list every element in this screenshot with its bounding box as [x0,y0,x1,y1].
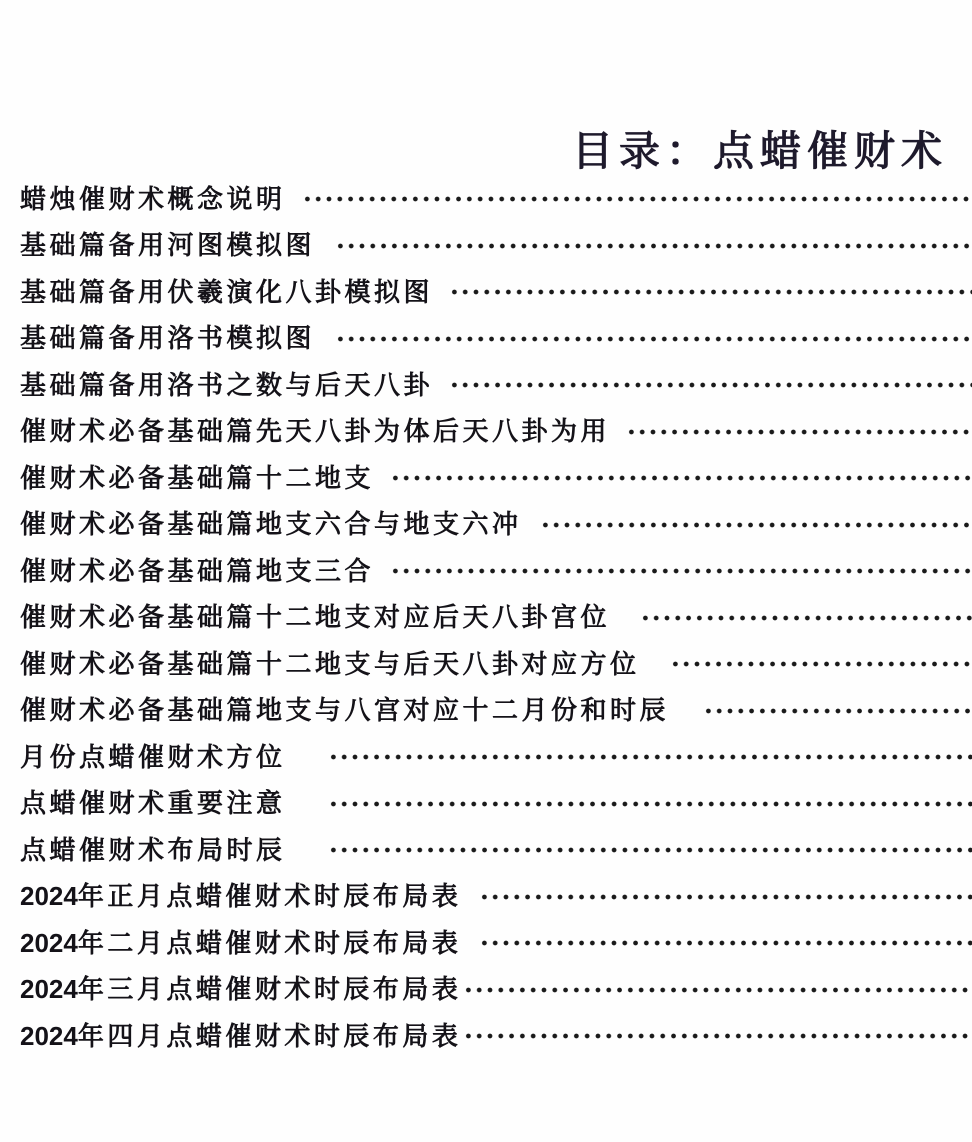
dot-leader [540,522,972,528]
dot-leader [463,1033,972,1039]
dot-leader [390,568,972,574]
toc-entry[interactable] [20,639,972,686]
toc-entry-label: 催财术必备基础篇十二地支与后天八卦对应方位 [20,649,640,680]
toc-entry-label: 月份点蜡催财术方位 [20,742,286,773]
toc-entry-label: 催财术必备基础篇十二地支 [20,463,375,494]
dot-leader [449,382,972,388]
dot-leader [703,708,972,714]
dot-leader [626,429,972,435]
toc-entry[interactable] [20,500,972,547]
dot-leader [479,894,972,900]
table-of-contents [20,174,972,1058]
toc-entry-label: 基础篇备用洛书之数与后天八卦 [20,370,434,401]
toc-entry-label [20,876,461,913]
dot-leader [328,847,972,853]
toc-entry-label: 点蜡催财术重要注意 [20,789,286,820]
toc-entry-label [20,1016,461,1053]
toc-entry-year: 2024 [20,974,78,1005]
toc-entry[interactable] [20,221,972,268]
toc-entry[interactable] [20,779,972,826]
toc-entry-text: 年二月点蜡催财术时辰布局表 [77,928,462,959]
toc-entry[interactable] [20,360,972,407]
dot-leader [335,243,972,249]
toc-entry[interactable] [20,267,972,314]
toc-entry[interactable] [20,825,972,872]
toc-entry-label: 基础篇备用河图模拟图 [20,231,316,262]
toc-entry-label [20,969,461,1006]
toc-entry-label: 基础篇备用伏羲演化八卦模拟图 [20,277,434,308]
toc-entry-label: 催财术必备基础篇地支六合与地支六冲 [20,510,522,541]
toc-entry-label: 催财术必备基础篇地支与八宫对应十二月份和时辰 [20,696,670,727]
dot-leader [328,754,972,760]
toc-entry-label: 催财术必备基础篇地支三合 [20,556,375,587]
toc-entry-label: 催财术必备基础篇十二地支对应后天八卦宫位 [20,603,611,634]
dot-leader [463,987,972,993]
toc-entry[interactable] [20,965,972,1012]
toc-entry[interactable] [20,546,972,593]
dot-leader [328,801,972,807]
dot-leader [449,289,972,295]
dot-leader [640,615,972,621]
toc-entry[interactable] [20,314,972,361]
toc-entry[interactable] [20,918,972,965]
toc-entry[interactable] [20,174,972,221]
toc-entry[interactable] [20,593,972,640]
toc-entry-text: 年四月点蜡催财术时辰布局表 [77,1021,462,1052]
toc-title: 目录：点蜡催财术 [572,127,948,175]
dot-leader [390,475,972,481]
toc-entry-label: 催财术必备基础篇先天八卦为体后天八卦为用 [20,417,611,448]
toc-entry-label: 蜡烛催财术概念说明 [20,184,286,215]
toc-entry[interactable] [20,1011,972,1058]
toc-entry[interactable] [20,732,972,779]
toc-entry-text: 年正月点蜡催财术时辰布局表 [77,882,462,913]
toc-entry[interactable] [20,872,972,919]
toc-entry-year: 2024 [20,881,78,912]
toc-entry-year: 2024 [20,927,78,958]
dot-leader [670,661,972,667]
toc-entry-text: 年三月点蜡催财术时辰布局表 [77,975,462,1006]
toc-entry-label: 点蜡催财术布局时辰 [20,835,286,866]
toc-entry-label: 基础篇备用洛书模拟图 [20,324,316,355]
dot-leader [479,940,972,946]
toc-entry-year: 2024 [20,1020,78,1051]
toc-entry[interactable] [20,453,972,500]
dot-leader [335,336,972,342]
toc-entry[interactable] [20,407,972,454]
toc-entry-label [20,923,461,960]
dot-leader [302,196,972,202]
toc-entry[interactable] [20,686,972,733]
